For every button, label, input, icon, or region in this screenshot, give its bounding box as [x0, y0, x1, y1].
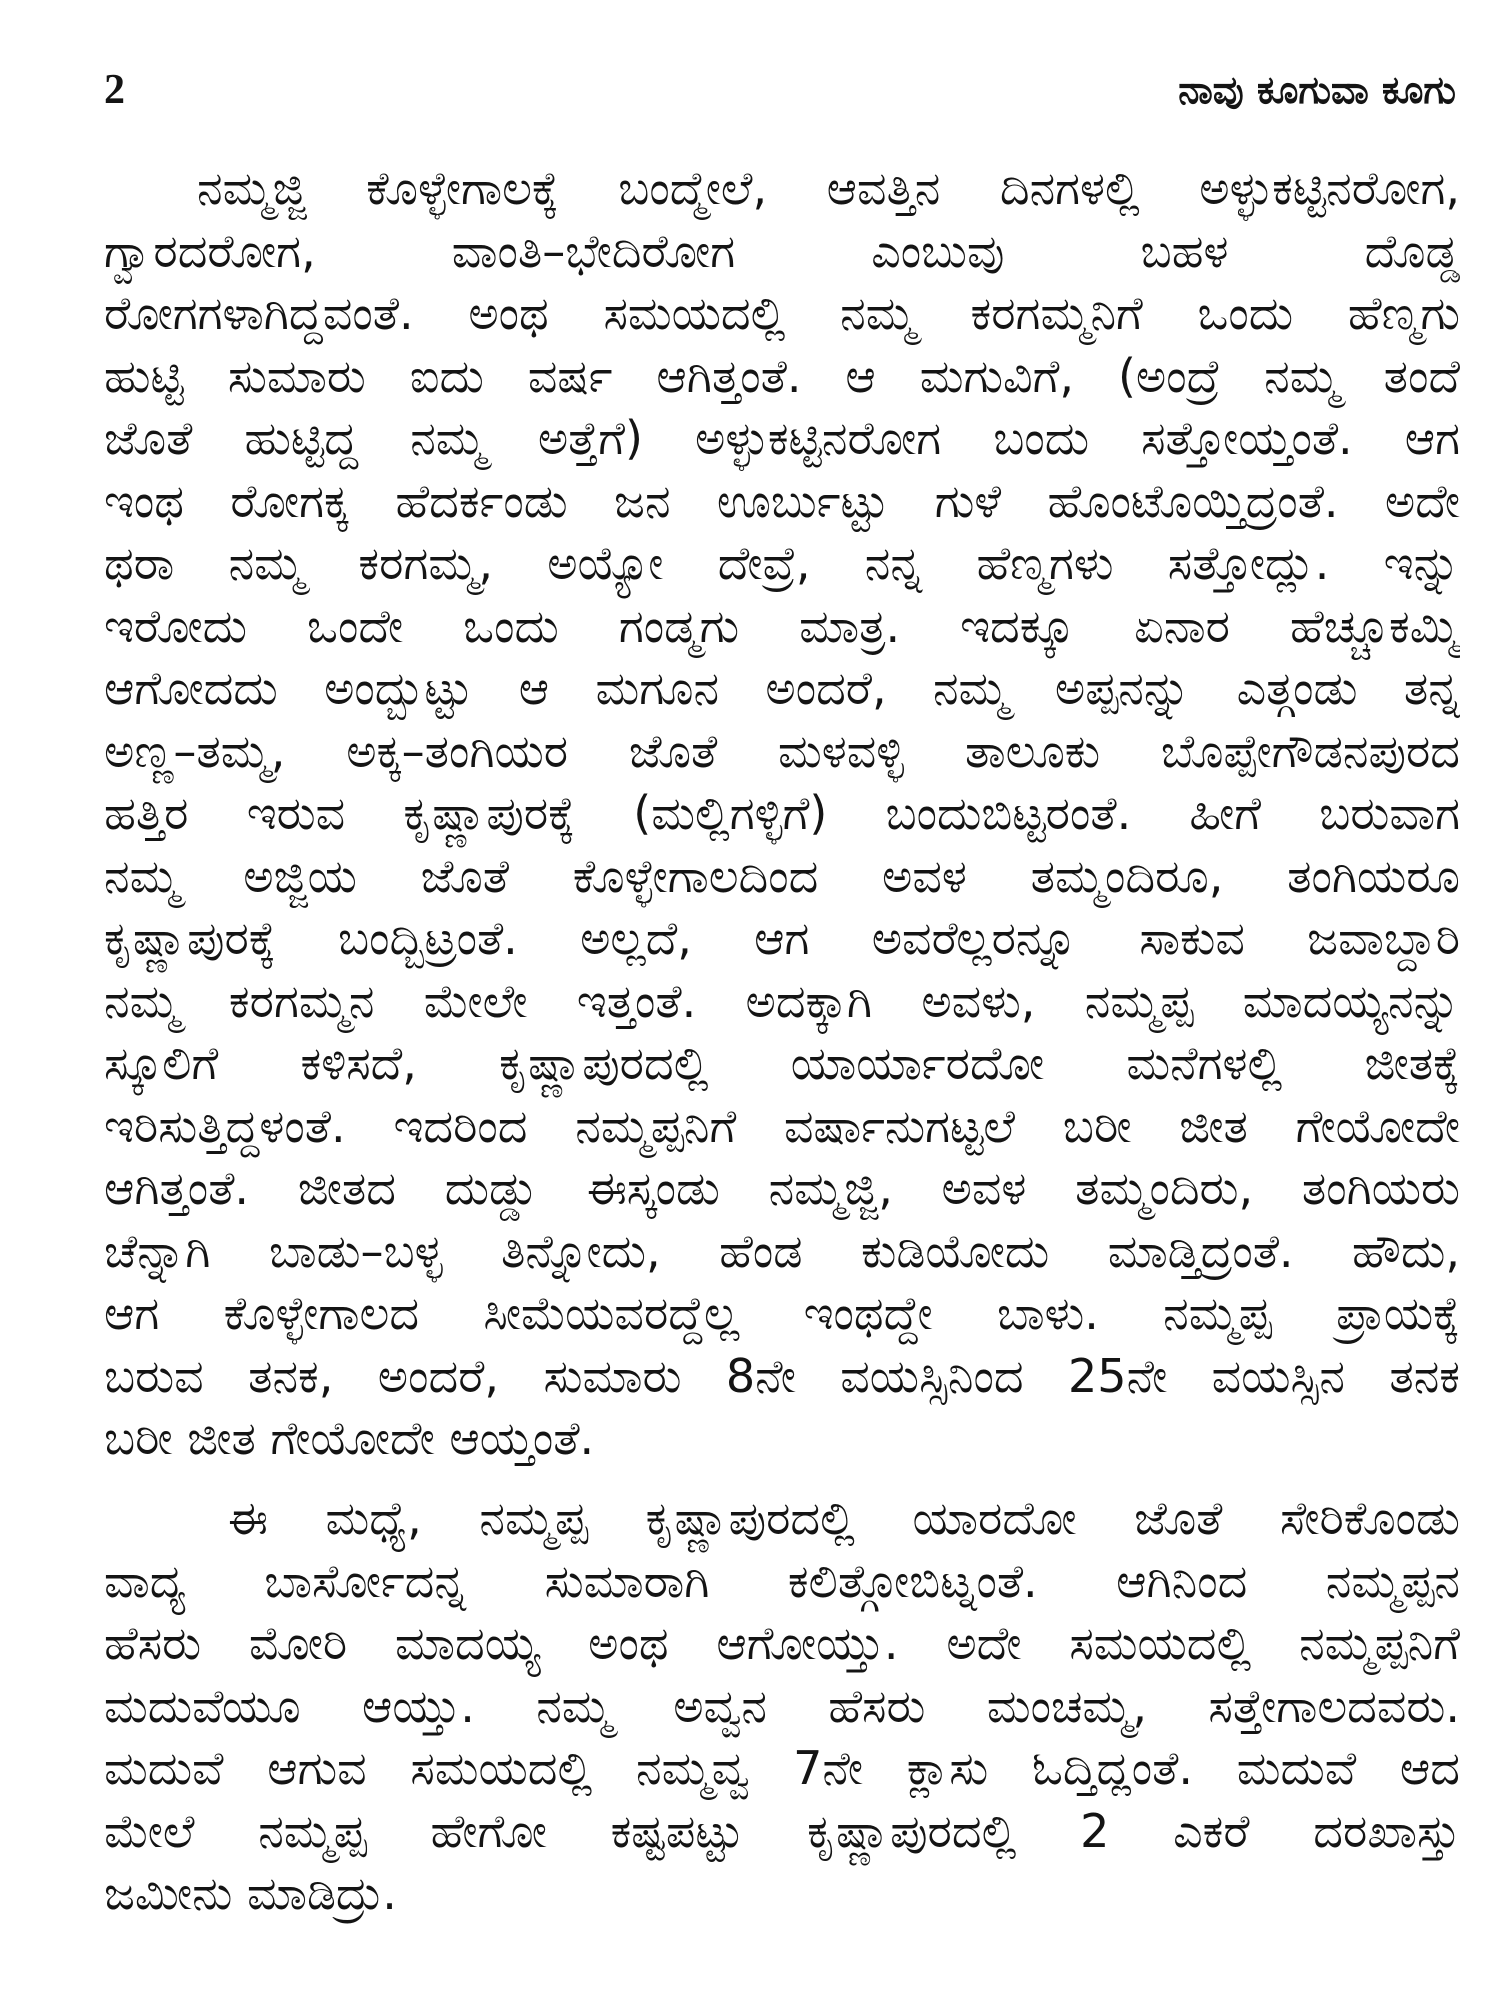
text-line: ಹತ್ತಿರ ಇರುವ ಕೃಷ್ಣಾಪುರಕ್ಕೆ (ಮಲ್ಲಿಗಳ್ಳಿಗೆ) ಬಂದುಬಿಟ್ಟರಂತೆ. ಹೀಗೆ ಬರುವಾಗ [104, 786, 1460, 840]
running-title: ನಾವು ಕೂಗುವಾ ಕೂಗು [1178, 68, 1456, 112]
text-line: ನಮ್ಮ ಅಜ್ಜಿಯ ಜೊತೆ ಕೊಳ್ಳೇಗಾಲದಿಂದ ಅವಳ ತಮ್ಮಂದಿರೂ, ತಂಗಿಯರೂ [104, 848, 1460, 903]
text-line: ಇರಿಸುತ್ತಿದ್ದಳಂತೆ. ಇದರಿಂದ ನಮ್ಮಪ್ಪನಿಗೆ ವರ್ಷಾನುಗಟ್ಟಲೆ ಬರೀ ಜೀತ ಗೇಯೋದೇ [104, 1098, 1460, 1153]
paragraph-1 [104, 157, 1460, 1470]
text-line: ಬರುವ ತನಕ, ಅಂದರೆ, ಸುಮಾರು 8ನೇ ವಯಸ್ಸಿನಿಂದ 25ನೇ ವಯಸ್ಸಿನ ತನಕ [104, 1348, 1460, 1403]
text-line: ಆಗಿತ್ತಂತೆ. ಜೀತದ ದುಡ್ಡು ಈಸ್ಕಂಡು ನಮ್ಮಜ್ಜಿ, ಅವಳ ತಮ್ಮಂದಿರು, ತಂಗಿಯರು [104, 1161, 1460, 1215]
text-line: ಅಣ್ಣ–ತಮ್ಮ, ಅಕ್ಕ–ತಂಗಿಯರ ಜೊತೆ ಮಳವಳ್ಳಿ ತಾಲೂಕು ಬೊಪ್ಪೇಗೌಡನಪುರದ [104, 723, 1460, 778]
text-line: ಹೆಸರು ಮೋರಿ ಮಾದಯ್ಯ ಅಂಥ ಆಗೋಯ್ತು. ಅದೇ ಸಮಯದಲ್ಲಿ ನಮ್ಮಪ್ಪನಿಗೆ [104, 1616, 1460, 1670]
text-line: ಮೇಲೆ ನಮ್ಮಪ್ಪ ಹೇಗೋ ಕಷ್ಟಪಟ್ಟು ಕೃಷ್ಣಾಪುರದಲ್ಲಿ 2 ಎಕರೆ ದರಖಾಸ್ತು [104, 1803, 1460, 1858]
text-line: ಸ್ಕೂಲಿಗೆ ಕಳಿಸದೆ, ಕೃಷ್ಣಾಪುರದಲ್ಲಿ ಯಾರ್ಯಾರದೋ ಮನೆಗಳಲ್ಲಿ ಜೀತಕ್ಕೆ [104, 1036, 1460, 1090]
text-line: ನಮ್ಮ ಕರಗಮ್ಮನ ಮೇಲೇ ಇತ್ತಂತೆ. ಅದಕ್ಕಾಗಿ ಅವಳು, ನಮ್ಮಪ್ಪ ಮಾದಯ್ಯನನ್ನು [104, 973, 1460, 1028]
text-line: ಆಗೋದದು ಅಂದ್ಬುಟ್ಟು ಆ ಮಗೂನ ಅಂದರೆ, ನಮ್ಮ ಅಪ್ಪನನ್ನು ಎತ್ಗಂಡು ತನ್ನ [104, 661, 1460, 715]
text-line: ಜಮೀನು ಮಾಡಿದ್ರು. [104, 1866, 397, 1920]
text-line: ಇರೋದು ಒಂದೇ ಒಂದು ಗಂಡ್ಮಗು ಮಾತ್ರ. ಇದಕ್ಕೂ ಏನಾರ ಹೆಚ್ಚೂಕಮ್ಮಿ [104, 598, 1460, 653]
text-line: ರೋಗಗಳಾಗಿದ್ದವಂತೆ. ಅಂಥ ಸಮಯದಲ್ಲಿ ನಮ್ಮ ಕರಗಮ್ಮನಿಗೆ ಒಂದು ಹೆಣ್ಮಗು [104, 286, 1460, 340]
text-line: ಕೃಷ್ಣಾಪುರಕ್ಕೆ ಬಂದ್ಬಿಟ್ರಂತೆ. ಅಲ್ಲದೆ, ಆಗ ಅವರೆಲ್ಲರನ್ನೂ ಸಾಕುವ ಜವಾಬ್ದಾರಿ [104, 911, 1460, 965]
text-line: ಹುಟ್ಟಿ ಸುಮಾರು ಐದು ವರ್ಷ ಆಗಿತ್ತಂತೆ. ಆ ಮಗುವಿಗೆ, (ಅಂದ್ರೆ ನಮ್ಮ ತಂದೆ [104, 348, 1460, 403]
text-line: ನಮ್ಮಜ್ಜಿ ಕೊಳ್ಳೇಗಾಲಕ್ಕೆ ಬಂದ್ಮೇಲೆ, ಆವತ್ತಿನ ದಿನಗಳಲ್ಲಿ ಅಳ್ಳುಕಟ್ಟಿನರೋಗ, [197, 161, 1460, 215]
text-line: ಬರೀ ಜೀತ ಗೇಯೋದೇ ಆಯ್ತಂತೆ. [104, 1411, 595, 1465]
text-line: ಇಂಥ ರೋಗಕ್ಕ ಹೆದರ್ಕಂಡು ಜನ ಊರ್ಬುಟ್ಟು ಗುಳೆ ಹೊಂಟೊಯ್ತಿದ್ರಂತೆ. ಅದೇ [104, 473, 1460, 528]
page-number: 2 [104, 67, 125, 113]
text-line: ಚೆನ್ನಾಗಿ ಬಾಡು–ಬಳ್ಳ ತಿನ್ನೋದು, ಹೆಂಡ ಕುಡಿಯೋದು ಮಾಡ್ತಿದ್ರಂತೆ. ಹೌದು, [104, 1223, 1460, 1278]
text-line: ಮದುವೆಯೂ ಆಯ್ತು. ನಮ್ಮ ಅವ್ವನ ಹೆಸರು ಮಂಚಮ್ಮ, ಸತ್ತೇಗಾಲದವರು. [104, 1678, 1460, 1733]
text-line: ಈ ಮಧ್ಯೆ, ನಮ್ಮಪ್ಪ ಕೃಷ್ಣಾಪುರದಲ್ಲಿ ಯಾರದೋ ಜೊತೆ ಸೇರಿಕೊಂಡು [228, 1491, 1460, 1545]
text-line: ಥರಾ ನಮ್ಮ ಕರಗಮ್ಮ, ಅಯ್ಯೋ ದೇವ್ರೆ, ನನ್ನ ಹೆಣ್ಮಗಳು ಸತ್ತೋದ್ಲು. ಇನ್ನು [104, 536, 1460, 590]
paragraph-2 [104, 1487, 1460, 1925]
text-line: ಆಗ ಕೊಳ್ಳೇಗಾಲದ ಸೀಮೆಯವರದ್ದೆಲ್ಲ ಇಂಥದ್ದೇ ಬಾಳು. ನಮ್ಮಪ್ಪ ಪ್ರಾಯಕ್ಕೆ [104, 1286, 1460, 1340]
running-header [104, 62, 1456, 118]
text-line: ವಾದ್ಯ ಬಾರ್ಸೋದನ್ನ ಸುಮಾರಾಗಿ ಕಲಿತ್ಗೋಬಿಟ್ನಂತೆ. ಆಗಿನಿಂದ ನಮ್ಮಪ್ಪನ [104, 1553, 1460, 1608]
text-line: ಜೊತೆ ಹುಟ್ಟಿದ್ದ ನಮ್ಮ ಅತ್ತೆಗೆ) ಅಳ್ಳುಕಟ್ಟಿನರೋಗ ಬಂದು ಸತ್ತೋಯ್ತಂತೆ. ಆಗ [104, 411, 1460, 465]
text-line: ಗ್ವಾರದರೋಗ, ವಾಂತಿ–ಭೇದಿರೋಗ ಎಂಬುವು ಬಹಳ ದೊಡ್ಡ [104, 223, 1460, 278]
text-line: ಮದುವೆ ಆಗುವ ಸಮಯದಲ್ಲಿ ನಮ್ಮವ್ವ 7ನೇ ಕ್ಲಾಸು ಓದ್ತಿದ್ಲಂತೆ. ಮದುವೆ ಆದ [104, 1741, 1460, 1795]
